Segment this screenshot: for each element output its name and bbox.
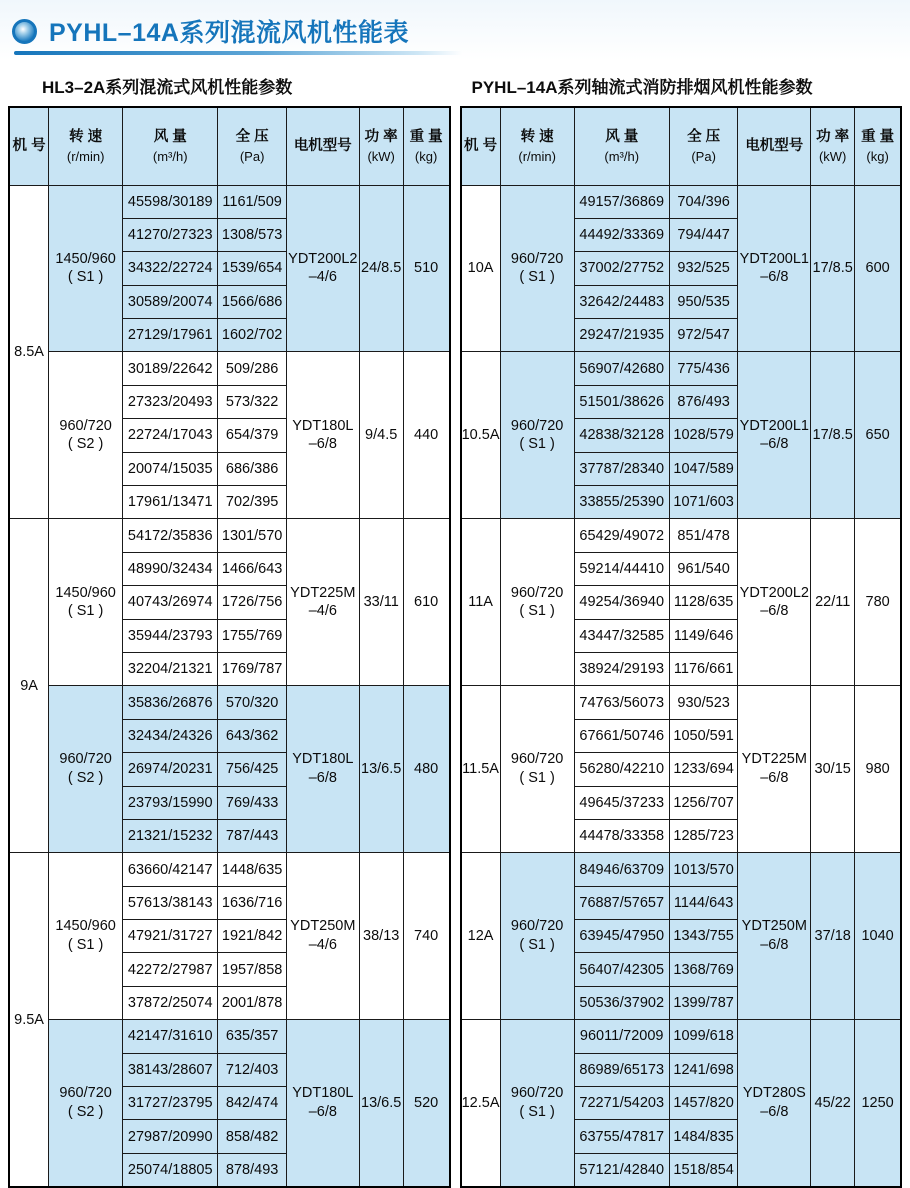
airflow-cell: 63945/47950 — [574, 920, 669, 953]
motor-model-cell: YDT225M –4/6 — [286, 519, 359, 686]
pressure-cell: 1343/755 — [669, 920, 738, 953]
airflow-cell: 51501/38626 — [574, 385, 669, 418]
model-size-cell: 9A — [9, 519, 49, 853]
speed-cell: 1450/960 ( S1 ) — [49, 519, 123, 686]
column-header-label: 电机型号 — [293, 137, 352, 154]
model-size-cell: 9.5A — [9, 853, 49, 1187]
speed-cell: 960/720 ( S2 ) — [49, 352, 123, 519]
column-header — [218, 107, 287, 185]
pressure-cell: 1466/643 — [218, 552, 287, 585]
speed-cell: 960/720 ( S1 ) — [500, 853, 574, 1020]
weight-cell: 740 — [403, 853, 449, 1020]
airflow-cell: 49645/37233 — [574, 786, 669, 819]
pressure-cell: 1071/603 — [669, 486, 738, 519]
pressure-cell: 704/396 — [669, 185, 738, 218]
pressure-cell: 1399/787 — [669, 986, 738, 1019]
airflow-cell: 44478/33358 — [574, 819, 669, 852]
tables-row — [8, 61, 902, 1188]
table-row — [9, 185, 450, 218]
airflow-cell: 96011/72009 — [574, 1020, 669, 1053]
column-header-unit: (r/min) — [518, 149, 556, 165]
pressure-cell: 1301/570 — [218, 519, 287, 552]
power-cell: 9/4.5 — [359, 352, 403, 519]
right-table-section — [460, 61, 903, 1188]
motor-model-cell: YDT200L1 –6/8 — [738, 352, 811, 519]
column-header-label: 功 率 — [816, 129, 850, 146]
table-row — [9, 1020, 450, 1053]
column-header-label: 功 率 — [364, 129, 398, 146]
pressure-cell: 858/482 — [218, 1120, 287, 1153]
power-cell: 45/22 — [811, 1020, 855, 1187]
airflow-cell: 27129/17961 — [123, 319, 218, 352]
pressure-cell: 1602/702 — [218, 319, 287, 352]
weight-cell: 600 — [855, 185, 901, 352]
airflow-cell: 57121/42840 — [574, 1153, 669, 1186]
column-header — [500, 107, 574, 185]
airflow-cell: 30189/22642 — [123, 352, 218, 385]
pressure-cell: 570/320 — [218, 686, 287, 719]
power-cell: 22/11 — [811, 519, 855, 686]
column-header — [49, 107, 123, 185]
pressure-cell: 1241/698 — [669, 1053, 738, 1086]
speed-cell: 1450/960 ( S1 ) — [49, 185, 123, 352]
pressure-cell: 878/493 — [218, 1153, 287, 1186]
airflow-cell: 50536/37902 — [574, 986, 669, 1019]
pressure-cell: 769/433 — [218, 786, 287, 819]
pressure-cell: 1539/654 — [218, 252, 287, 285]
power-cell: 13/6.5 — [359, 1020, 403, 1187]
column-header — [461, 107, 501, 185]
airflow-cell: 33855/25390 — [574, 486, 669, 519]
pressure-cell: 1308/573 — [218, 218, 287, 251]
table-row — [9, 352, 450, 385]
column-header — [123, 107, 218, 185]
model-size-cell: 8.5A — [9, 185, 49, 519]
pressure-cell: 1028/579 — [669, 419, 738, 452]
pressure-cell: 1368/769 — [669, 953, 738, 986]
pressure-cell: 2001/878 — [218, 986, 287, 1019]
column-header-label: 风 量 — [605, 129, 639, 146]
model-size-cell: 10A — [461, 185, 501, 352]
weight-cell: 650 — [855, 352, 901, 519]
weight-cell: 1250 — [855, 1020, 901, 1187]
airflow-cell: 37872/25074 — [123, 986, 218, 1019]
column-header-label: 重 量 — [409, 129, 443, 146]
power-cell: 38/13 — [359, 853, 403, 1020]
pressure-cell: 1957/858 — [218, 953, 287, 986]
airflow-cell: 76887/57657 — [574, 886, 669, 919]
pressure-cell: 686/386 — [218, 452, 287, 485]
column-header-unit: (kg) — [414, 149, 438, 165]
pressure-cell: 932/525 — [669, 252, 738, 285]
pressure-cell: 1457/820 — [669, 1087, 738, 1120]
pressure-cell: 1755/769 — [218, 619, 287, 652]
airflow-cell: 74763/56073 — [574, 686, 669, 719]
column-header-label: 全 压 — [235, 129, 269, 146]
pressure-cell: 1448/635 — [218, 853, 287, 886]
airflow-cell: 56407/42305 — [574, 953, 669, 986]
pressure-cell: 1128/635 — [669, 586, 738, 619]
pressure-cell: 787/443 — [218, 819, 287, 852]
airflow-cell: 56280/42210 — [574, 753, 669, 786]
pressure-cell: 1144/643 — [669, 886, 738, 919]
airflow-cell: 42147/31610 — [123, 1020, 218, 1053]
column-header-unit: (kW) — [818, 149, 847, 165]
column-header — [855, 107, 901, 185]
airflow-cell: 49254/36940 — [574, 586, 669, 619]
airflow-cell: 48990/32434 — [123, 552, 218, 585]
table-row — [461, 853, 902, 886]
airflow-cell: 67661/50746 — [574, 719, 669, 752]
speed-cell: 960/720 ( S1 ) — [500, 185, 574, 352]
weight-cell: 510 — [403, 185, 449, 352]
pressure-cell: 643/362 — [218, 719, 287, 752]
pressure-cell: 1050/591 — [669, 719, 738, 752]
airflow-cell: 49157/36869 — [574, 185, 669, 218]
power-cell: 33/11 — [359, 519, 403, 686]
airflow-cell: 37002/27752 — [574, 252, 669, 285]
pressure-cell: 1285/723 — [669, 819, 738, 852]
pressure-cell: 1566/686 — [218, 285, 287, 318]
pressure-cell: 930/523 — [669, 686, 738, 719]
power-cell: 13/6.5 — [359, 686, 403, 853]
table-row — [9, 853, 450, 886]
column-header-label: 风 量 — [153, 129, 187, 146]
column-header-label: 机 号 — [464, 137, 498, 154]
pressure-cell: 1233/694 — [669, 753, 738, 786]
pressure-cell: 876/493 — [669, 385, 738, 418]
airflow-cell: 30589/20074 — [123, 285, 218, 318]
model-size-cell: 12A — [461, 853, 501, 1020]
pressure-cell: 851/478 — [669, 519, 738, 552]
airflow-cell: 63755/47817 — [574, 1120, 669, 1153]
pressure-cell: 1047/589 — [669, 452, 738, 485]
power-cell: 17/8.5 — [811, 352, 855, 519]
column-header-unit: (Pa) — [239, 149, 265, 165]
weight-cell: 520 — [403, 1020, 449, 1187]
pressure-cell: 1636/716 — [218, 886, 287, 919]
motor-model-cell: YDT180L –6/8 — [286, 686, 359, 853]
motor-model-cell: YDT200L2 –4/6 — [286, 185, 359, 352]
weight-cell: 1040 — [855, 853, 901, 1020]
airflow-cell: 38143/28607 — [123, 1053, 218, 1086]
column-header-label: 转 速 — [520, 129, 554, 146]
table-row — [461, 185, 902, 218]
airflow-cell: 34322/22724 — [123, 252, 218, 285]
pressure-cell: 1518/854 — [669, 1153, 738, 1186]
table-row — [461, 1020, 902, 1053]
airflow-cell: 31727/23795 — [123, 1087, 218, 1120]
airflow-cell: 27323/20493 — [123, 385, 218, 418]
left-table-host — [8, 106, 451, 1188]
speed-cell: 960/720 ( S1 ) — [500, 519, 574, 686]
motor-model-cell: YDT200L1 –6/8 — [738, 185, 811, 352]
column-header — [359, 107, 403, 185]
column-header-unit: (Pa) — [691, 149, 716, 165]
column-header-unit: (r/min) — [66, 149, 105, 165]
pressure-cell: 573/322 — [218, 385, 287, 418]
column-header-unit: (m³/h) — [152, 149, 188, 165]
pressure-cell: 794/447 — [669, 218, 738, 251]
airflow-cell: 41270/27323 — [123, 218, 218, 251]
airflow-cell: 17961/13471 — [123, 486, 218, 519]
motor-model-cell: YDT180L –6/8 — [286, 1020, 359, 1187]
airflow-cell: 35836/26876 — [123, 686, 218, 719]
weight-cell: 480 — [403, 686, 449, 853]
airflow-cell: 44492/33369 — [574, 218, 669, 251]
pressure-cell: 635/357 — [218, 1020, 287, 1053]
pressure-cell: 775/436 — [669, 352, 738, 385]
airflow-cell: 38924/29193 — [574, 652, 669, 685]
pressure-cell: 1256/707 — [669, 786, 738, 819]
airflow-cell: 35944/23793 — [123, 619, 218, 652]
motor-model-cell: YDT280S –6/8 — [738, 1020, 811, 1187]
pressure-cell: 1149/646 — [669, 619, 738, 652]
table-row — [461, 519, 902, 552]
pressure-cell: 1099/618 — [669, 1020, 738, 1053]
motor-model-cell: YDT180L –6/8 — [286, 352, 359, 519]
column-header — [286, 107, 359, 185]
airflow-cell: 25074/18805 — [123, 1153, 218, 1186]
weight-cell: 780 — [855, 519, 901, 686]
weight-cell: 610 — [403, 519, 449, 686]
right-table-title: PYHL–14A系列轴流式消防排烟风机性能参数 — [471, 78, 813, 97]
power-cell: 30/15 — [811, 686, 855, 853]
pressure-cell: 654/379 — [218, 419, 287, 452]
airflow-cell: 72271/54203 — [574, 1087, 669, 1120]
pressure-cell: 961/540 — [669, 552, 738, 585]
pressure-cell: 1921/842 — [218, 920, 287, 953]
speed-cell: 1450/960 ( S1 ) — [49, 853, 123, 1020]
airflow-cell: 43447/32585 — [574, 619, 669, 652]
airflow-cell: 42838/32128 — [574, 419, 669, 452]
speed-cell: 960/720 ( S2 ) — [49, 686, 123, 853]
airflow-cell: 40743/26974 — [123, 586, 218, 619]
pressure-cell: 972/547 — [669, 319, 738, 352]
weight-cell: 440 — [403, 352, 449, 519]
airflow-cell: 84946/63709 — [574, 853, 669, 886]
table-row — [9, 686, 450, 719]
speed-cell: 960/720 ( S2 ) — [49, 1020, 123, 1187]
power-cell: 37/18 — [811, 853, 855, 1020]
left-table-title: HL3–2A系列混流式风机性能参数 — [42, 78, 293, 97]
table-row — [9, 519, 450, 552]
pressure-cell: 756/425 — [218, 753, 287, 786]
airflow-cell: 59214/44410 — [574, 552, 669, 585]
airflow-cell: 45598/30189 — [123, 185, 218, 218]
motor-model-cell: YDT200L2 –6/8 — [738, 519, 811, 686]
column-header-label: 转 速 — [69, 129, 103, 146]
airflow-cell: 27987/20990 — [123, 1120, 218, 1153]
pressure-cell: 950/535 — [669, 285, 738, 318]
column-header-label: 电机型号 — [745, 137, 804, 154]
power-cell: 17/8.5 — [811, 185, 855, 352]
column-header-unit: (m³/h) — [604, 149, 640, 165]
airflow-cell: 22724/17043 — [123, 419, 218, 452]
pressure-cell: 702/395 — [218, 486, 287, 519]
airflow-cell: 42272/27987 — [123, 953, 218, 986]
airflow-cell: 29247/21935 — [574, 319, 669, 352]
column-header — [669, 107, 738, 185]
motor-model-cell: YDT225M –6/8 — [738, 686, 811, 853]
column-header-label: 机 号 — [12, 137, 46, 154]
model-size-cell: 11.5A — [461, 686, 501, 853]
table-row — [461, 686, 902, 719]
column-header — [811, 107, 855, 185]
model-size-cell: 12.5A — [461, 1020, 501, 1187]
speed-cell: 960/720 ( S1 ) — [500, 1020, 574, 1187]
pressure-cell: 1769/787 — [218, 652, 287, 685]
airflow-cell: 26974/20231 — [123, 753, 218, 786]
airflow-cell: 23793/15990 — [123, 786, 218, 819]
pressure-cell: 1013/570 — [669, 853, 738, 886]
column-header — [574, 107, 669, 185]
airflow-cell: 56907/42680 — [574, 352, 669, 385]
weight-cell: 980 — [855, 686, 901, 853]
motor-model-cell: YDT250M –6/8 — [738, 853, 811, 1020]
column-header — [9, 107, 49, 185]
power-cell: 24/8.5 — [359, 185, 403, 352]
airflow-cell: 47921/31727 — [123, 920, 218, 953]
airflow-cell: 65429/49072 — [574, 519, 669, 552]
pressure-cell: 842/474 — [218, 1087, 287, 1120]
airflow-cell: 63660/42147 — [123, 853, 218, 886]
pressure-cell: 1161/509 — [218, 185, 287, 218]
performance-table — [460, 106, 903, 1188]
page-header — [12, 14, 902, 48]
model-size-cell: 11A — [461, 519, 501, 686]
pressure-cell: 1484/835 — [669, 1120, 738, 1153]
pressure-cell: 1176/661 — [669, 652, 738, 685]
model-size-cell: 10.5A — [461, 352, 501, 519]
airflow-cell: 54172/35836 — [123, 519, 218, 552]
airflow-cell: 37787/28340 — [574, 452, 669, 485]
airflow-cell: 57613/38143 — [123, 886, 218, 919]
title-underline — [14, 51, 462, 55]
airflow-cell: 32204/21321 — [123, 652, 218, 685]
column-header-unit: (kg) — [866, 149, 889, 165]
column-header — [738, 107, 811, 185]
column-header — [403, 107, 449, 185]
left-table-section — [8, 61, 451, 1188]
airflow-cell: 86989/65173 — [574, 1053, 669, 1086]
page-title: PYHL–14A系列混流风机性能表 — [49, 19, 409, 47]
column-header-label: 重 量 — [861, 129, 895, 146]
pressure-cell: 1726/756 — [218, 586, 287, 619]
airflow-cell: 20074/15035 — [123, 452, 218, 485]
column-header-label: 全 压 — [687, 129, 721, 146]
speed-cell: 960/720 ( S1 ) — [500, 352, 574, 519]
pressure-cell: 509/286 — [218, 352, 287, 385]
airflow-cell: 32434/24326 — [123, 719, 218, 752]
right-table-host — [460, 106, 903, 1188]
airflow-cell: 32642/24483 — [574, 285, 669, 318]
bullet-circle-icon — [12, 19, 37, 44]
pressure-cell: 712/403 — [218, 1053, 287, 1086]
speed-cell: 960/720 ( S1 ) — [500, 686, 574, 853]
column-header-unit: (kW) — [367, 149, 395, 165]
motor-model-cell: YDT250M –4/6 — [286, 853, 359, 1020]
performance-table — [8, 106, 451, 1188]
table-row — [461, 352, 902, 385]
airflow-cell: 21321/15232 — [123, 819, 218, 852]
